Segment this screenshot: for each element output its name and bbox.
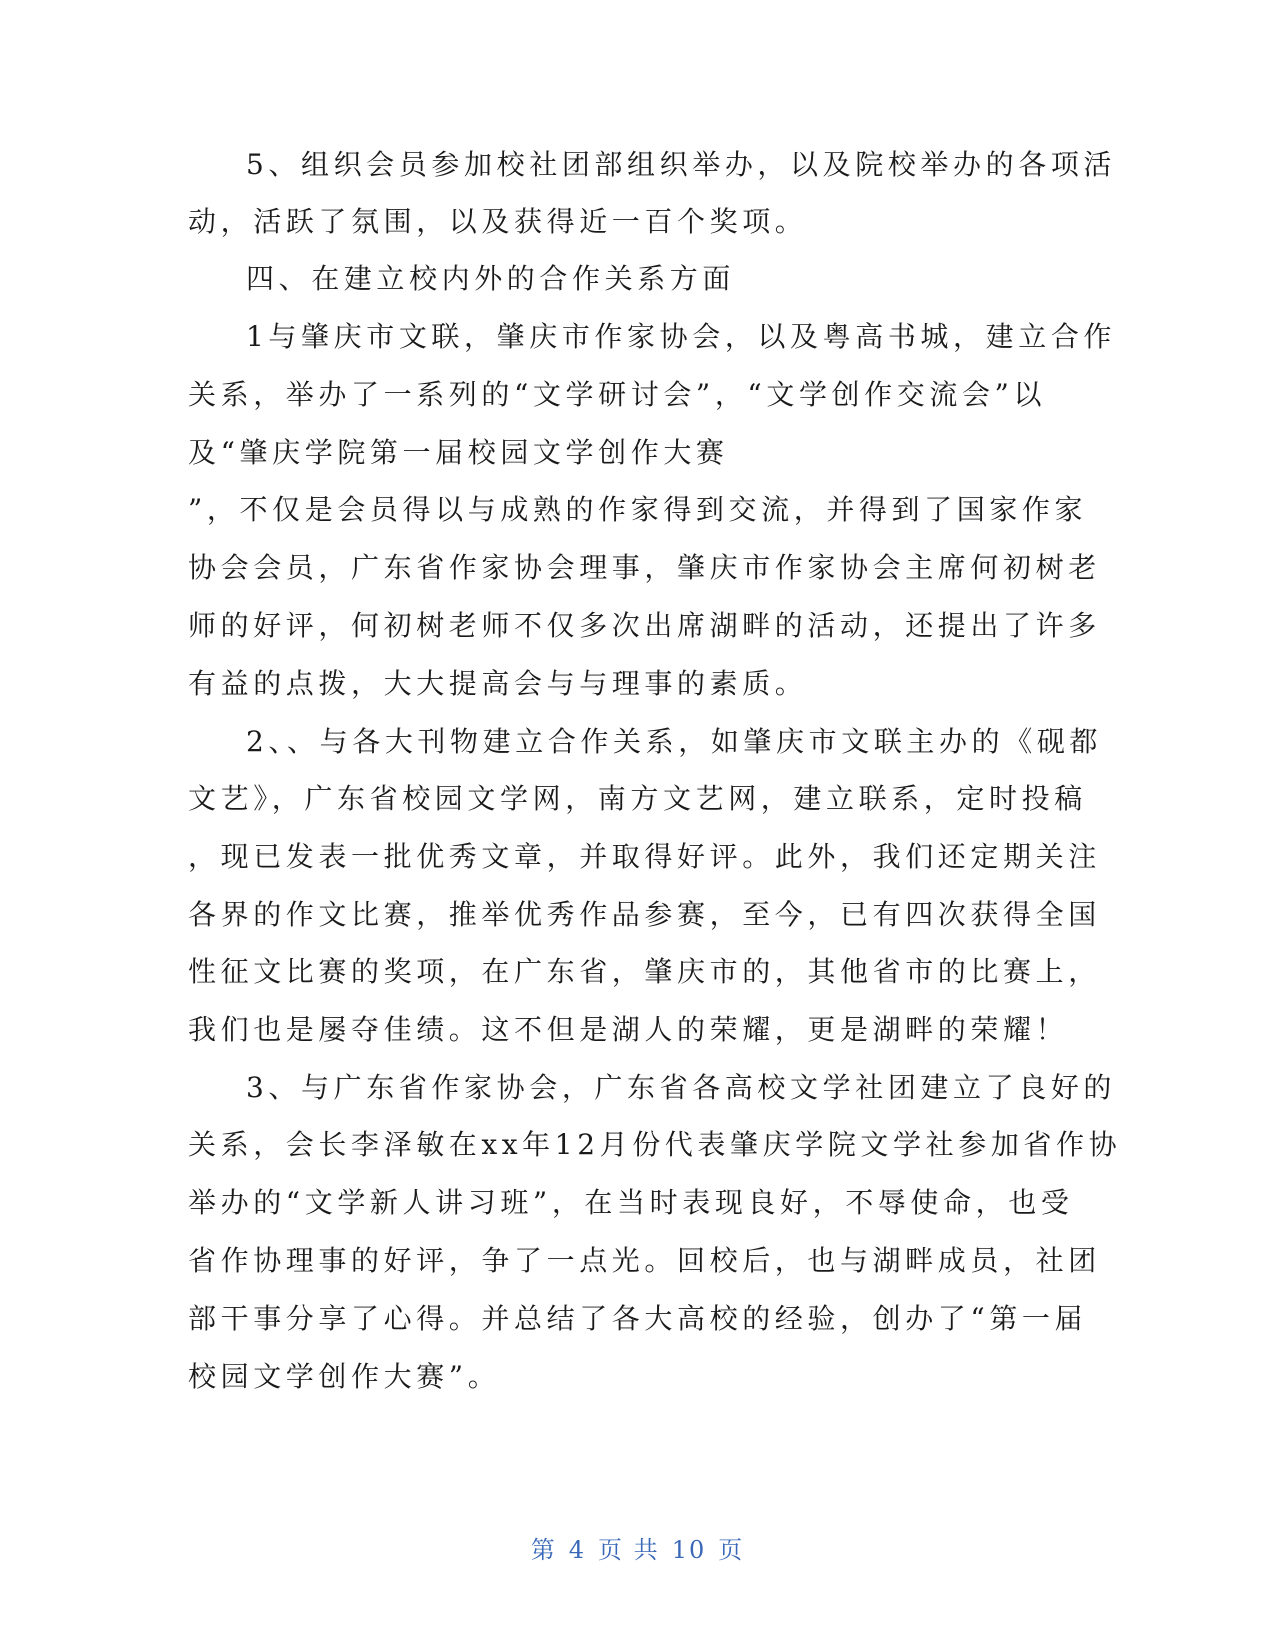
text-line: ”，不仅是会员得以与成熟的作家得到交流，并得到了国家作家: [188, 493, 1088, 526]
text-line: 关系，会长李泽敏在xx年12月份代表肇庆学院文学社参加省作协: [188, 1128, 1122, 1161]
page-footer: [0, 1535, 1275, 1565]
section-heading: 四、在建立校内外的合作关系方面: [246, 262, 736, 295]
text-line: 举办的“文学新人讲习班”，在当时表现良好，不辱使命，也受: [188, 1186, 1074, 1219]
text-line: 1与肇庆市文联，肇庆市作家协会，以及粤高书城，建立合作: [246, 320, 1117, 353]
text-line: 及“肇庆学院第一届校园文学创作大赛: [188, 436, 729, 469]
text-line: 5、组织会员参加校社团部组织举办，以及院校举办的各项活: [246, 148, 1117, 181]
text-line: 动，活跃了氛围，以及获得近一百个奖项。: [188, 205, 808, 238]
text-line: 我们也是屡夺佳绩。这不但是湖人的荣耀，更是湖畔的荣耀！: [188, 1013, 1069, 1046]
footer-total-pages: 10: [671, 1536, 707, 1564]
text-line: 有益的点拨，大大提高会与与理事的素质。: [188, 667, 808, 700]
text-line: ，现已发表一批优秀文章，并取得好评。此外，我们还定期关注: [188, 840, 1101, 873]
text-line: 协会会员，广东省作家协会理事，肇庆市作家协会主席何初树老: [188, 551, 1101, 584]
text-line: 部干事分享了心得。并总结了各大高校的经验，创办了“第一届: [188, 1302, 1088, 1335]
footer-mid: 页 共: [598, 1536, 660, 1564]
text-line: 师的好评，何初树老师不仅多次出席湖畔的活动，还提出了许多: [188, 609, 1101, 642]
text-line: 性征文比赛的奖项，在广东省，肇庆市的，其他省市的比赛上，: [188, 955, 1101, 988]
text-line: 文艺》，广东省校园文学网，南方文艺网，建立联系，定时投稿: [188, 782, 1087, 815]
text-line: 2、、与各大刊物建立合作关系，如肇庆市文联主办的《砚都: [246, 725, 1103, 758]
text-line: 各界的作文比赛，推举优秀作品参赛，至今，已有四次获得全国: [188, 898, 1101, 931]
text-line: 3、与广东省作家协会，广东省各高校文学社团建立了良好的: [246, 1071, 1117, 1104]
footer-page-number: 4: [568, 1536, 587, 1564]
footer-prefix: 第: [530, 1536, 557, 1564]
footer-suffix: 页: [718, 1536, 745, 1564]
text-line: 校园文学创作大赛”。: [188, 1360, 501, 1393]
text-line: 关系，举办了一系列的“文学研讨会”，“文学创作交流会”以: [188, 378, 1047, 411]
text-line: 省作协理事的好评，争了一点光。回校后，也与湖畔成员，社团: [188, 1244, 1101, 1277]
